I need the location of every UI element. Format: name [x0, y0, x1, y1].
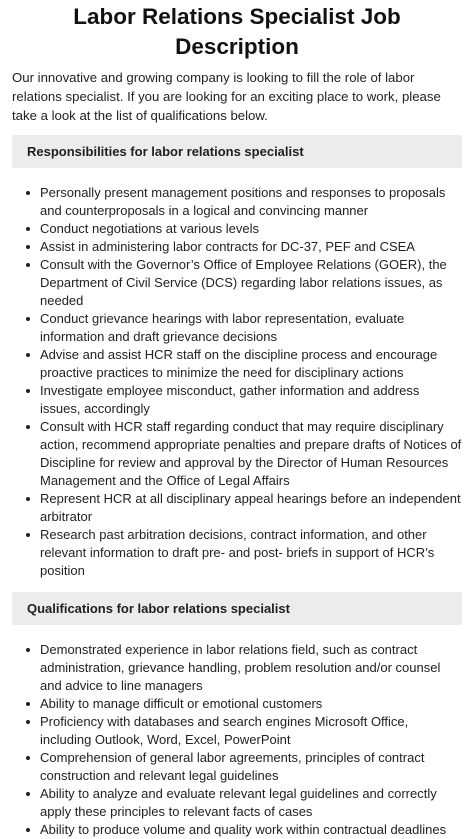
responsibilities-heading: Responsibilities for labor relations specialist [12, 135, 462, 168]
qualifications-list [12, 641, 462, 839]
list-item: Represent HCR at all disciplinary appeal hearings before an independent arbitrator [40, 491, 461, 524]
list-item: Conduct grievance hearings with labor representation, evaluate information and draft grievance decisions [40, 310, 462, 346]
intro-paragraph: Our innovative and growing company is looking to fill the role of labor relations specialist. If you are looking for an exciting place to work, please take a look at the list of qualifications below. [12, 70, 441, 123]
list-item: Ability to analyze and evaluate relevant legal guidelines and correctly apply these principles to relevant facts of cases [40, 785, 462, 821]
list-item: Comprehension of general labor agreements, principles of contract construction and relevant legal guidelines [40, 749, 462, 785]
list-item: Ability to manage difficult or emotional customers [40, 695, 462, 713]
list-item: Research past arbitration decisions, contract information, and other relevant information to draft pre- and post- briefs in support of HCR’s position [40, 526, 462, 580]
list-item: Advise and assist HCR staff on the discipline process and encourage proactive practices to minimize the need for disciplinary actions [40, 346, 462, 382]
responsibilities-list [12, 184, 462, 580]
list-item: Personally present management positions and responses to proposals and counterproposals in a logical and convincing manner [40, 184, 462, 220]
qualifications-heading: Qualifications for labor relations specialist [12, 592, 462, 625]
list-item: Ability to produce volume and quality work within contractual deadlines [40, 821, 462, 839]
list-item: Proficiency with databases and search engines Microsoft Office, including Outlook, Word, Excel, PowerPoint [40, 713, 462, 749]
list-item: Assist in administering labor contracts for DC-37, PEF and CSEA [40, 238, 462, 256]
list-item: Consult with HCR staff regarding conduct that may require disciplinary action, recommend appropriate penalties and prepare drafts of Notices of Discipline for review and approval by the Director of Human Resources Management and the Office of Legal Affairs [40, 419, 462, 488]
list-item: Investigate employee misconduct, gather information and address issues, accordingly [40, 382, 462, 418]
page-title: Labor Relations Specialist Job Description [73, 4, 401, 59]
list-item: Conduct negotiations at various levels [40, 220, 462, 238]
list-item: Consult with the Governor’s Office of Employee Relations (GOER), the Department of Civil Service (DCS) regarding labor relations issues, as needed [40, 256, 462, 310]
list-item: Demonstrated experience in labor relations field, such as contract administration, grievance handling, problem resolution and/or counsel and advice to line managers [40, 641, 462, 695]
